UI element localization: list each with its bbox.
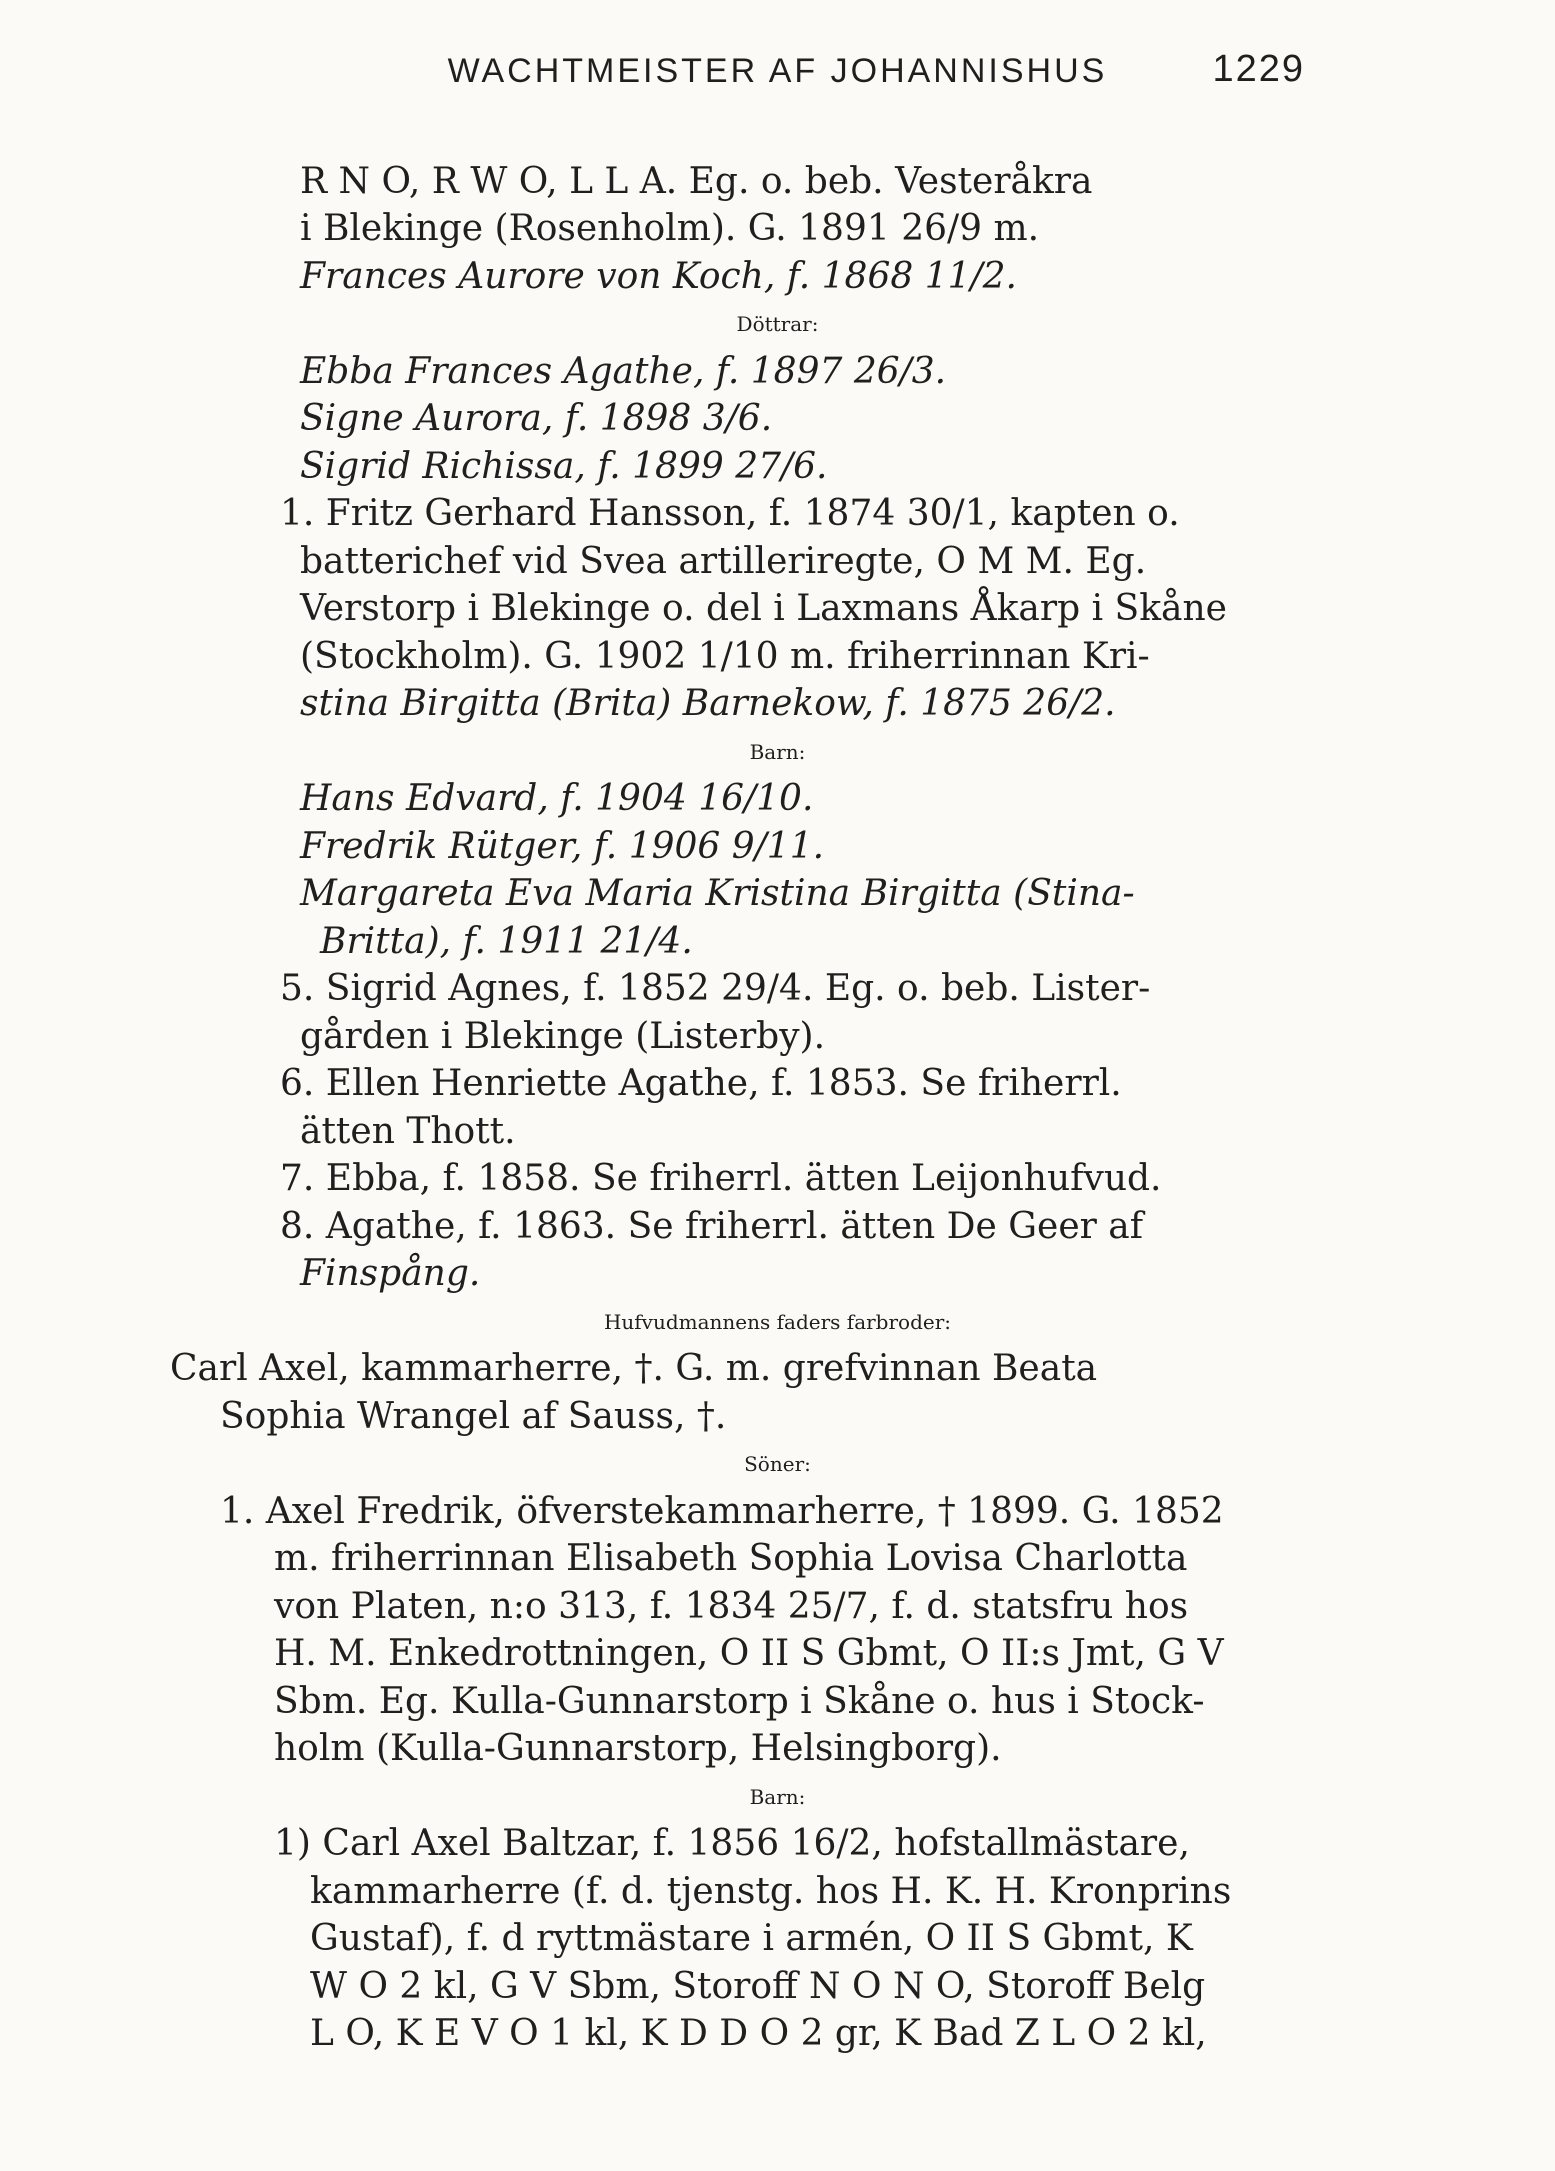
- text-line: ätten Thott.: [300, 1111, 516, 1152]
- text-line: gården i Blekinge (Listerby).: [300, 1016, 826, 1057]
- text-line: Margareta Eva Maria Kristina Birgitta (Stina-: [300, 873, 1135, 914]
- text-line: Hans Edvard, f. 1904 16/10.: [300, 778, 814, 819]
- text-line: Frances Aurore von Koch, f. 1868 11/2.: [300, 256, 1017, 297]
- text-line: Sophia Wrangel af Sauss, †.: [220, 1396, 727, 1437]
- text-line: Sbm. Eg. Kulla-Gunnarstorp i Skåne o. hus i Stock-: [274, 1681, 1205, 1722]
- section-heading: Barn:: [749, 740, 806, 764]
- text-line: 8. Agathe, f. 1863. Se friherrl. ätten De Geer af: [280, 1206, 1144, 1247]
- text-line: stina Birgitta (Brita) Barnekow, f. 1875 26/2.: [300, 683, 1116, 724]
- text-line: 1) Carl Axel Baltzar, f. 1856 16/2, hofstallmästare,: [274, 1823, 1190, 1864]
- text-line: Britta), f. 1911 21/4.: [320, 921, 693, 962]
- text-line: batterichef vid Svea artilleriregte, O M M. Eg.: [300, 541, 1147, 582]
- section-heading: Söner:: [744, 1452, 811, 1476]
- text-line: Gustaf), f. d ryttmästare i armén, O II S Gbmt, K: [310, 1918, 1193, 1959]
- text-line: 1. Axel Fredrik, öfverstekammarherre, † 1899. G. 1852: [220, 1491, 1224, 1532]
- running-header-title: WACHTMEISTER AF JOHANNISHUS: [447, 52, 1108, 90]
- text-line: holm (Kulla-Gunnarstorp, Helsingborg).: [274, 1728, 1002, 1769]
- section-heading: Barn:: [749, 1785, 806, 1809]
- text-line: R N O, R W O, L L A. Eg. o. beb. Vesteråkra: [300, 161, 1093, 202]
- text-line: Sigrid Richissa, f. 1899 27/6.: [300, 446, 828, 487]
- text-line: Carl Axel, kammarherre, †. G. m. grefvinnan Beata: [170, 1348, 1098, 1389]
- text-line: kammarherre (f. d. tjenstg. hos H. K. H. Kronprins: [310, 1871, 1232, 1912]
- section-heading: Döttrar:: [736, 312, 819, 336]
- text-line: 1. Fritz Gerhard Hansson, f. 1874 30/1, kapten o.: [280, 493, 1180, 534]
- text-line: 7. Ebba, f. 1858. Se friherrl. ätten Leijonhufvud.: [280, 1158, 1162, 1199]
- text-line: 6. Ellen Henriette Agathe, f. 1853. Se friherrl.: [280, 1063, 1122, 1104]
- text-line: m. friherrinnan Elisabeth Sophia Lovisa Charlotta: [274, 1538, 1188, 1579]
- section-heading: Hufvudmannens faders farbroder:: [603, 1310, 952, 1334]
- page-number: 1229: [1212, 48, 1305, 90]
- text-line: Ebba Frances Agathe, f. 1897 26/3.: [300, 351, 947, 392]
- text-line: Verstorp i Blekinge o. del i Laxmans Åkarp i Skåne: [300, 588, 1227, 629]
- text-line: W O 2 kl, G V Sbm, Storoff N O N O, Storoff Belg: [310, 1966, 1206, 2007]
- text-line: 5. Sigrid Agnes, f. 1852 29/4. Eg. o. beb. Lister-: [280, 968, 1151, 1009]
- text-line: Signe Aurora, f. 1898 3/6.: [300, 398, 773, 439]
- text-line: Fredrik Rütger, f. 1906 9/11.: [300, 826, 825, 867]
- text-line: L O, K E V O 1 kl, K D D O 2 gr, K Bad Z L O 2 kl,: [310, 2013, 1207, 2054]
- text-line: i Blekinge (Rosenholm). G. 1891 26/9 m.: [300, 208, 1040, 249]
- text-line: von Platen, n:o 313, f. 1834 25/7, f. d. statsfru hos: [274, 1586, 1189, 1627]
- text-line: Finspång.: [300, 1253, 481, 1294]
- text-line: (Stockholm). G. 1902 1/10 m. friherrinnan Kri-: [300, 636, 1150, 677]
- text-line: H. M. Enkedrottningen, O II S Gbmt, O II:s Jmt, G V: [274, 1633, 1224, 1674]
